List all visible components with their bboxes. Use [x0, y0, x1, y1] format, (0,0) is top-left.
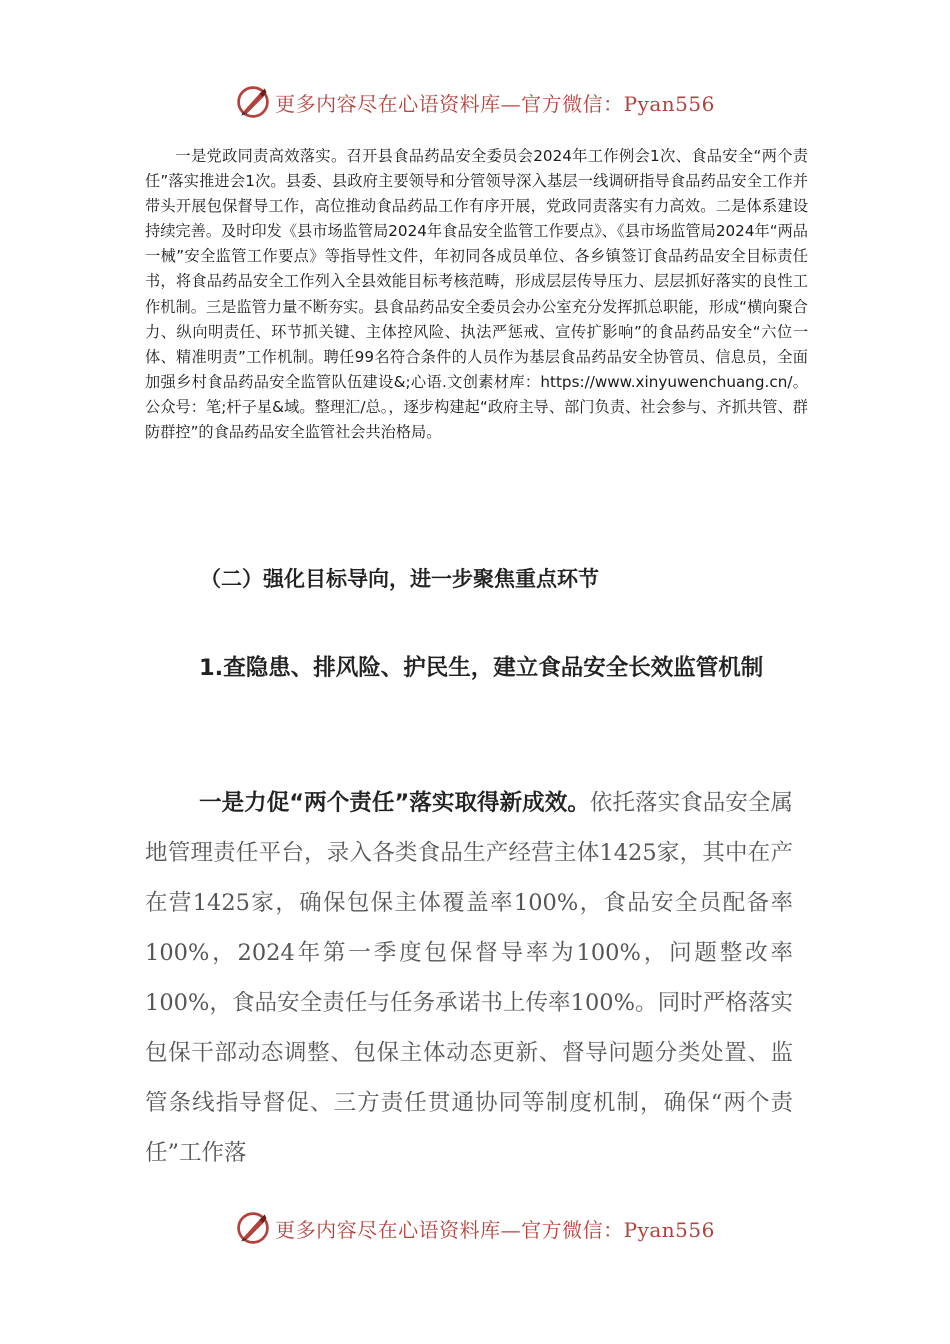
footer-banner-text: 更多内容尽在心语资料库—官方微信：Pyan556 — [275, 1217, 715, 1242]
section-heading: （二）强化目标导向，进一步聚焦重点环节 — [200, 567, 599, 591]
pen-logo-icon — [235, 84, 271, 120]
intro-paragraph: 一是党政同责高效落实。召开县食品药品安全委员会2024年工作例会1次、食品安全“两个责任”落实推进会1次。县委、县政府主要领导和分管领导深入基层一线调研指导食品药品安全工作并带头开展包保督导工作，高位推动食品药品工作有序开展，党政同责落实有力高效。二是体系建设持续完善。及时印发《县市场监管局2024年食品安全监管工作要点》、《县市场监管局2024年“两品一械”安全监管工作要点》等指导性文件，年初同各成员单位、各乡镇签订食品药品安全目标责任书，将食品药品安全工作列入全县效能目标考核范畴，形成层层传导压力、层层抓好落实的良性工作机制。三是监管力量不断夯实。县食品药品安全委员会办公室充分发挥抓总职能，形成“横向聚合力、纵向明责任、环节抓关键、主体控风险、执法严惩戒、宣传扩影响”的食品药品安全“六位一体、精准明责”工作机制。聘任99名符合条件的人员作为基层食品药品安全协管员、信息员，全面加强乡村食品药品安全监管队伍建设&;心语.文创素材库：https://www.xinyuwenchuang.cn/。公众号：笔;杆子星&域。整理汇/总。，逐步构建起“政府主导、部门负责、社会参与、齐抓共管、群防群控”的食品药品安全监管社会共治格局。 — [145, 147, 808, 442]
footer-banner — [0, 1208, 950, 1248]
header-banner-text: 更多内容尽在心语资料库—官方微信：Pyan556 — [275, 91, 715, 116]
body-paragraph — [145, 778, 793, 1178]
subsection-heading: 1.查隐患、排风险、护民生，建立食品安全长效监管机制 — [199, 655, 764, 681]
header-banner — [0, 82, 950, 122]
pen-logo-icon — [235, 1210, 271, 1246]
body-lead-sentence: 一是力促“两个责任”落实取得新成效。 — [199, 790, 590, 816]
body-text: 依托落实食品安全属地管理责任平台，录入各类食品生产经营主体1425家，其中在产在营1425家，确保包保主体覆盖率100%，食品安全员配备率100%，2024年第一季度包保督导率为100%，问题整改率100%，食品安全责任与任务承诺书上传率100%。同时严格落实包保干部动态调整、包保主体动态更新、督导问题分类处置、监管条线指导督促、三方责任贯通协同等制度机制，确保“两个责任”工作落 — [145, 790, 793, 1166]
